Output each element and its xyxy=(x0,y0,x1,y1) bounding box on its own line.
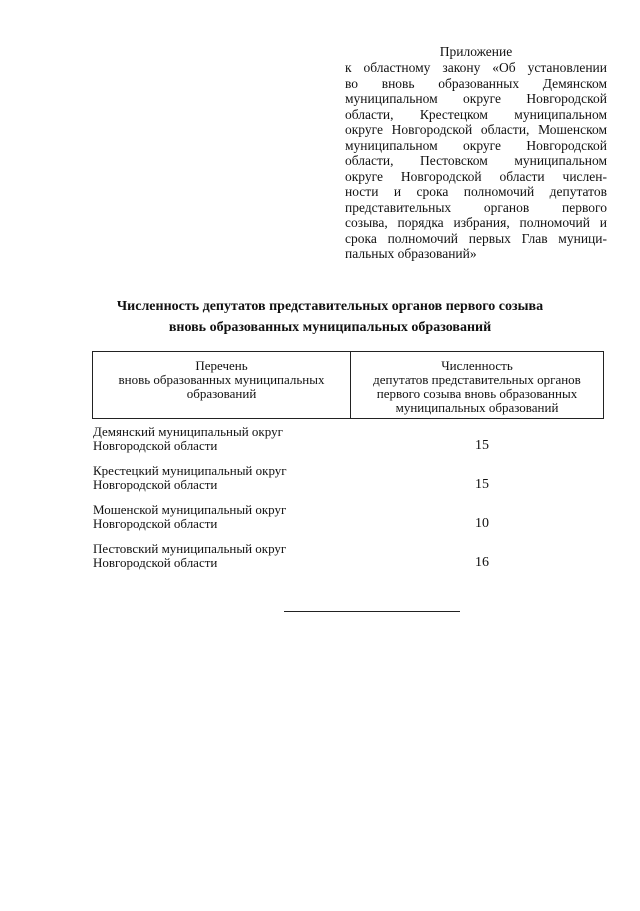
appendix-line: созыва, порядка избрания, полномочий и xyxy=(345,215,607,230)
cell-text: Пестовский муниципальный округ xyxy=(93,541,287,556)
table-header xyxy=(92,351,604,419)
appendix-text xyxy=(345,60,607,262)
appendix-title: Приложение xyxy=(439,44,513,59)
appendix-line: ности и срока полномочий депутатов xyxy=(345,184,607,199)
table-row xyxy=(93,539,605,578)
header-text: вновь образованных муниципальных xyxy=(118,372,325,387)
column-header-deputies-count xyxy=(351,352,603,418)
appendix-line: срока полномочий первых Глав муници- xyxy=(345,230,607,246)
cell-text: Мошенской муниципальный округ xyxy=(93,502,287,517)
cell-text: Крестецкий муниципальный округ xyxy=(93,463,287,478)
cell-text: Новгородской области xyxy=(93,555,218,570)
municipality-name xyxy=(93,464,343,492)
cell-text: Новгородской области xyxy=(93,516,218,531)
appendix-line: во вновь образованных Демянском xyxy=(345,75,607,91)
deputies-count: 10 xyxy=(475,516,489,531)
table-row xyxy=(93,461,605,500)
document-heading xyxy=(60,296,600,338)
appendix-line: округе Новгородской области числен- xyxy=(345,168,607,184)
cell-text: Демянский муниципальный округ xyxy=(93,424,283,439)
deputies-count: 16 xyxy=(475,555,489,570)
table-row xyxy=(93,500,605,539)
closing-rule-divider xyxy=(284,611,460,612)
column-header-municipality xyxy=(93,352,351,418)
appendix-line: пальных образований» xyxy=(345,246,477,261)
municipality-name xyxy=(93,542,343,570)
header-text: Численность xyxy=(441,358,513,373)
appendix-line: округе Новгородской области, Мошенском xyxy=(345,122,607,137)
cell-text: Новгородской области xyxy=(93,438,218,453)
appendix-line: к областному закону «Об установлении xyxy=(345,60,607,75)
municipality-name xyxy=(93,425,343,453)
appendix-line: области, Пестовском муниципальном xyxy=(345,153,607,168)
appendix-line: муниципальном округе Новгородской xyxy=(345,91,607,106)
cell-text: Новгородской области xyxy=(93,477,218,492)
header-text: депутатов представительных органов xyxy=(373,372,581,387)
header-text: Перечень xyxy=(195,358,248,373)
table-body xyxy=(93,422,605,578)
heading-line: вновь образованных муниципальных образований xyxy=(168,320,492,335)
header-text: образований xyxy=(186,386,257,401)
appendix-line: представительных органов первого xyxy=(345,199,607,215)
appendix-line: муниципальном округе Новгородской xyxy=(345,137,607,153)
deputies-count: 15 xyxy=(475,438,489,453)
municipality-name xyxy=(93,503,343,531)
heading-line: Численность депутатов представительных органов первого созыва xyxy=(116,299,544,314)
table-row xyxy=(93,422,605,461)
appendix-line: области, Крестецком муниципальном xyxy=(345,106,607,122)
header-text: муниципальных образований xyxy=(395,400,559,415)
deputies-count: 15 xyxy=(475,477,489,492)
header-text: первого созыва вновь образованных xyxy=(376,386,578,401)
